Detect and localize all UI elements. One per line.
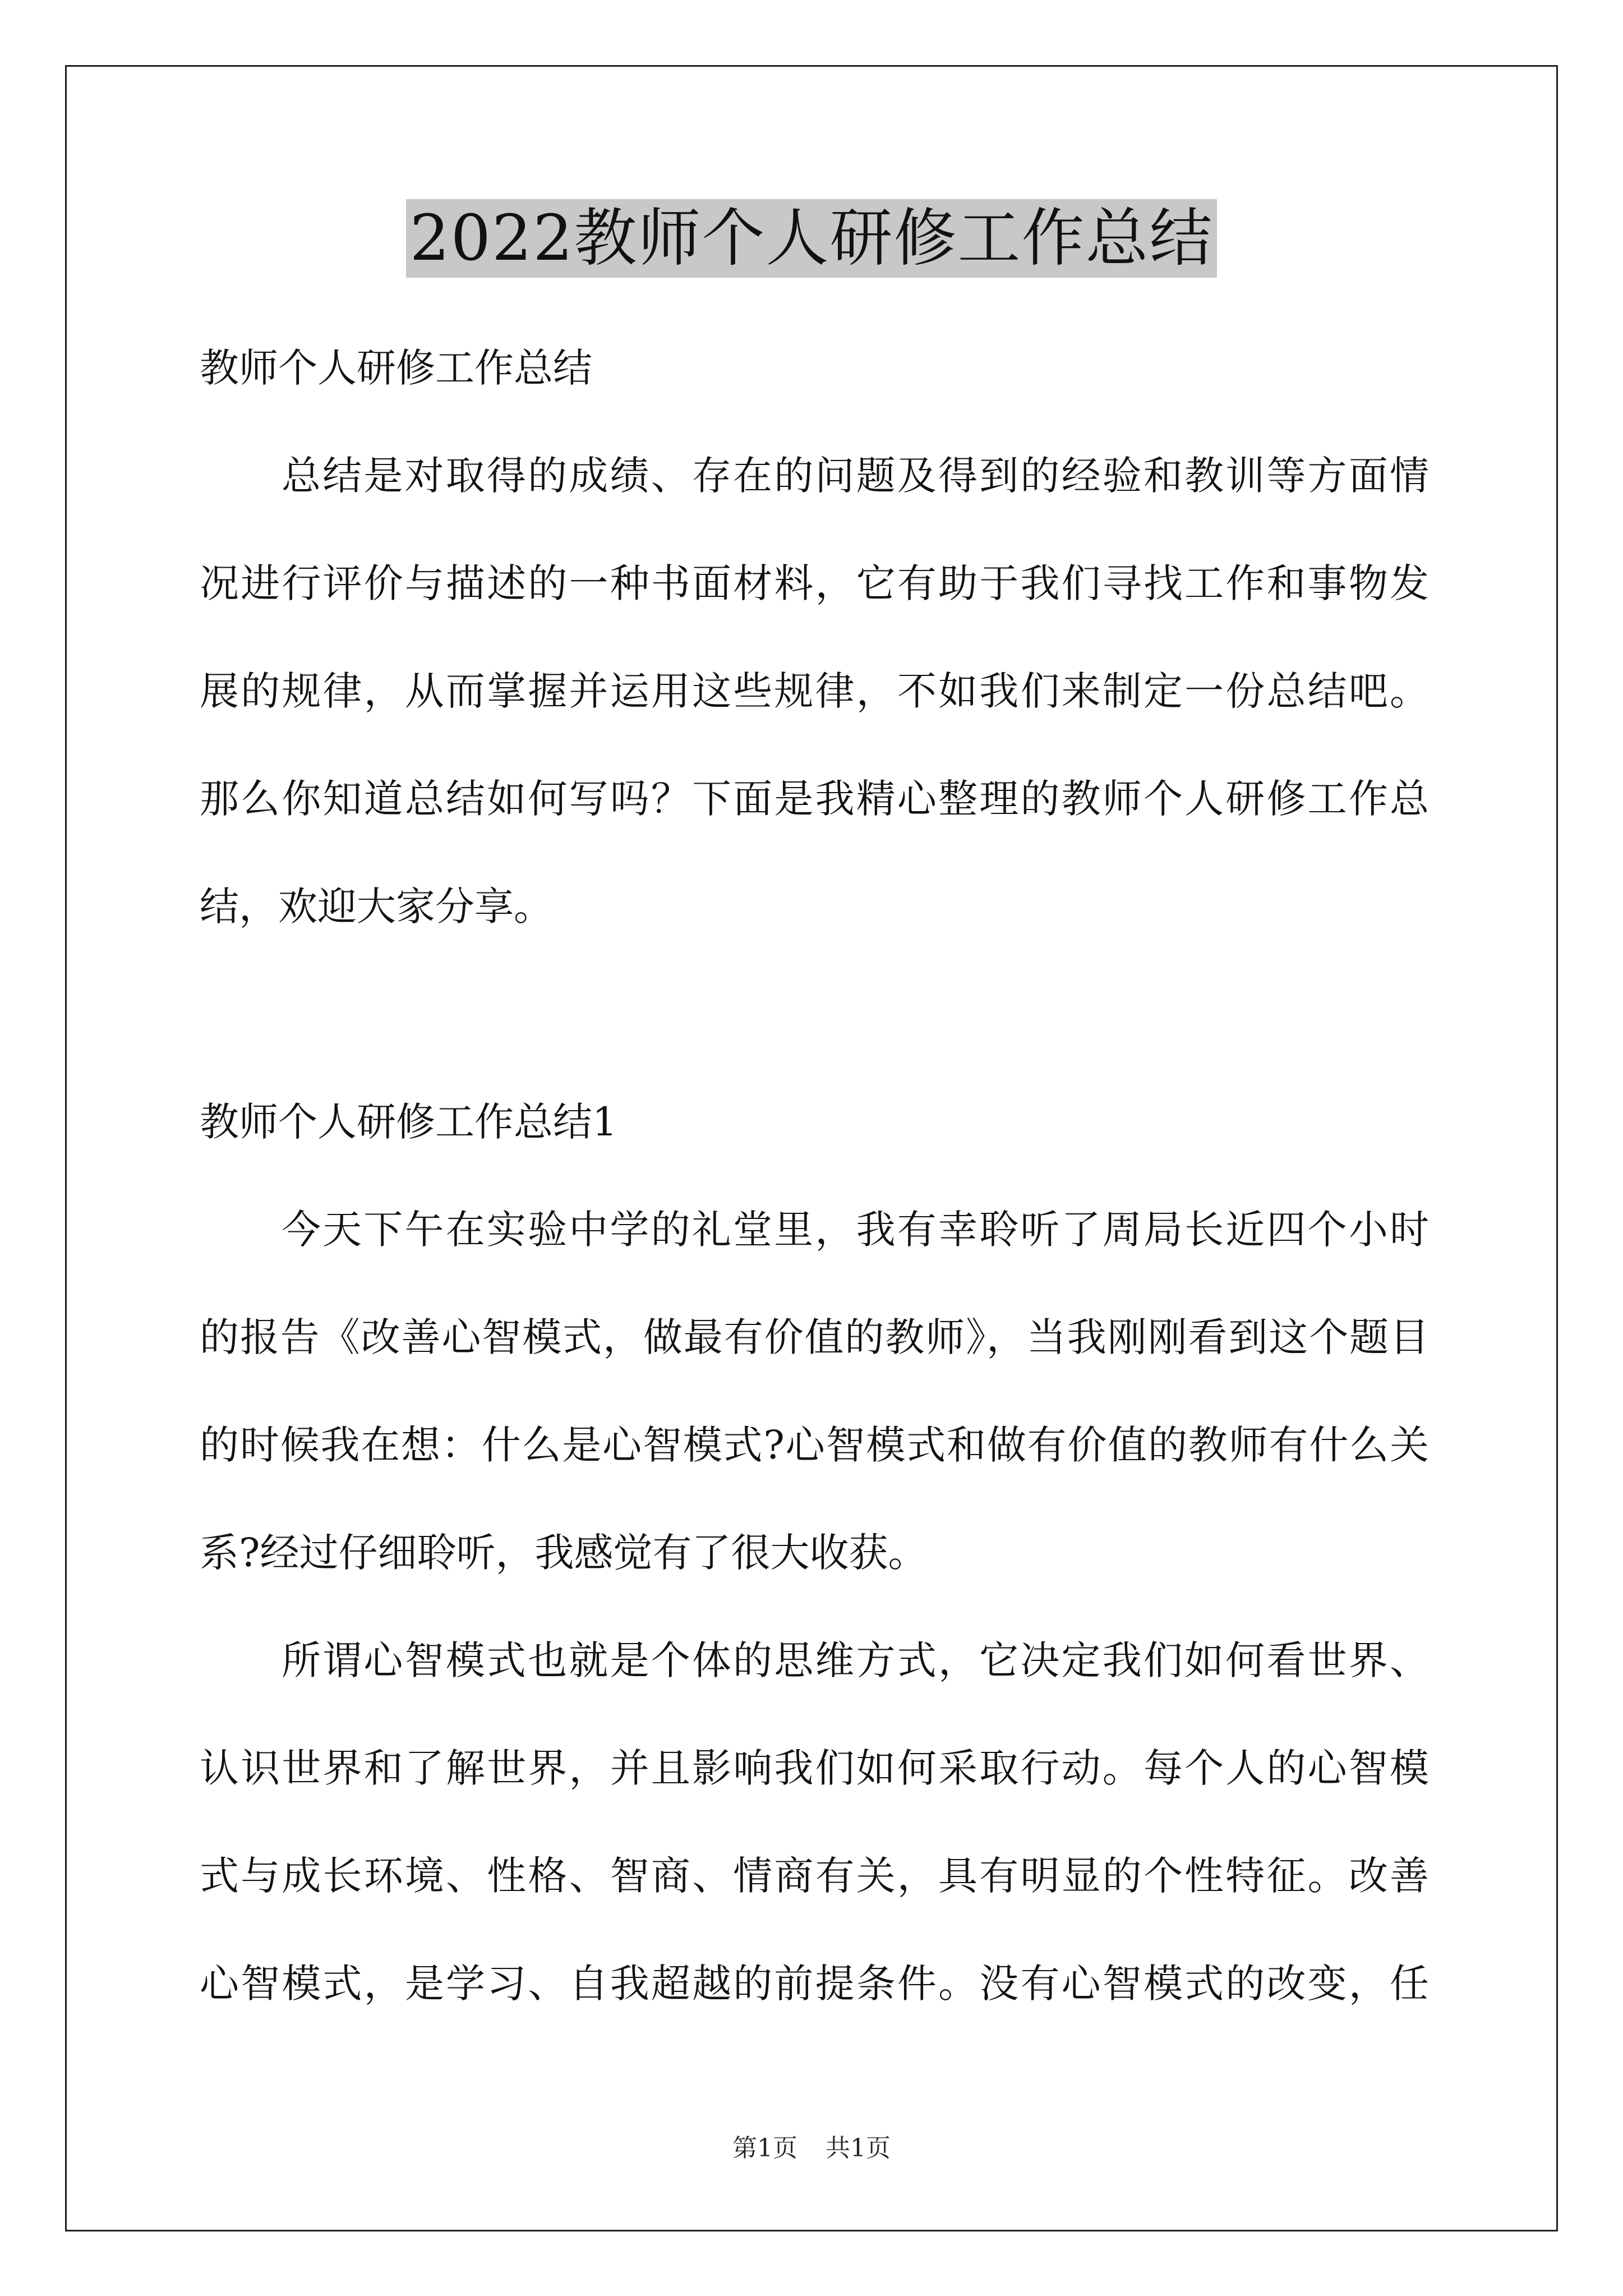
page-total: 共1页 [826,2134,891,2162]
title-area [0,199,1623,278]
text-line: 所谓心智模式也就是个体的思维方式，它决定我们如何看世界、 [282,1637,1429,1683]
text-line: 的报告《改善心智模式，做最有价值的教师》，当我刚刚看到这个题目 [200,1314,1429,1360]
document-title: 2022教师个人研修工作总结 [406,199,1216,278]
page-number: 第1页 [732,2134,797,2162]
paragraph-gap [200,960,1429,1068]
text-line: 心智模式，是学习、自我超越的前提条件。没有心智模式的改变，任 [200,1961,1429,2007]
text-line: 教师个人研修工作总结 [200,345,592,391]
text-line: 式与成长环境、性格、智商、情商有关，具有明显的个性特征。改善 [200,1853,1429,1899]
text-line: 系?经过仔细聆听，我感觉有了很大收获。 [200,1530,928,1576]
text-line: 今天下午在实验中学的礼堂里，我有幸聆听了周局长近四个小时 [282,1207,1429,1253]
text-line: 那么你知道总结如何写吗？下面是我精心整理的教师个人研修工作总 [200,776,1429,822]
page-footer [0,2132,1623,2165]
document-body [200,314,1429,2037]
text-line: 的时候我在想：什么是心智模式?心智模式和做有价值的教师有什么关 [200,1422,1429,1468]
text-line: 结，欢迎大家分享。 [200,884,553,930]
text-line: 教师个人研修工作总结1 [200,1099,617,1145]
text-line: 总结是对取得的成绩、存在的问题及得到的经验和教训等方面情 [282,453,1429,499]
text-line: 展的规律，从而掌握并运用这些规律，不如我们来制定一份总结吧。 [200,668,1429,714]
text-line: 认识世界和了解世界，并且影响我们如何采取行动。每个人的心智模 [200,1745,1429,1791]
text-line: 况进行评价与描述的一种书面材料，它有助于我们寻找工作和事物发 [200,560,1429,606]
